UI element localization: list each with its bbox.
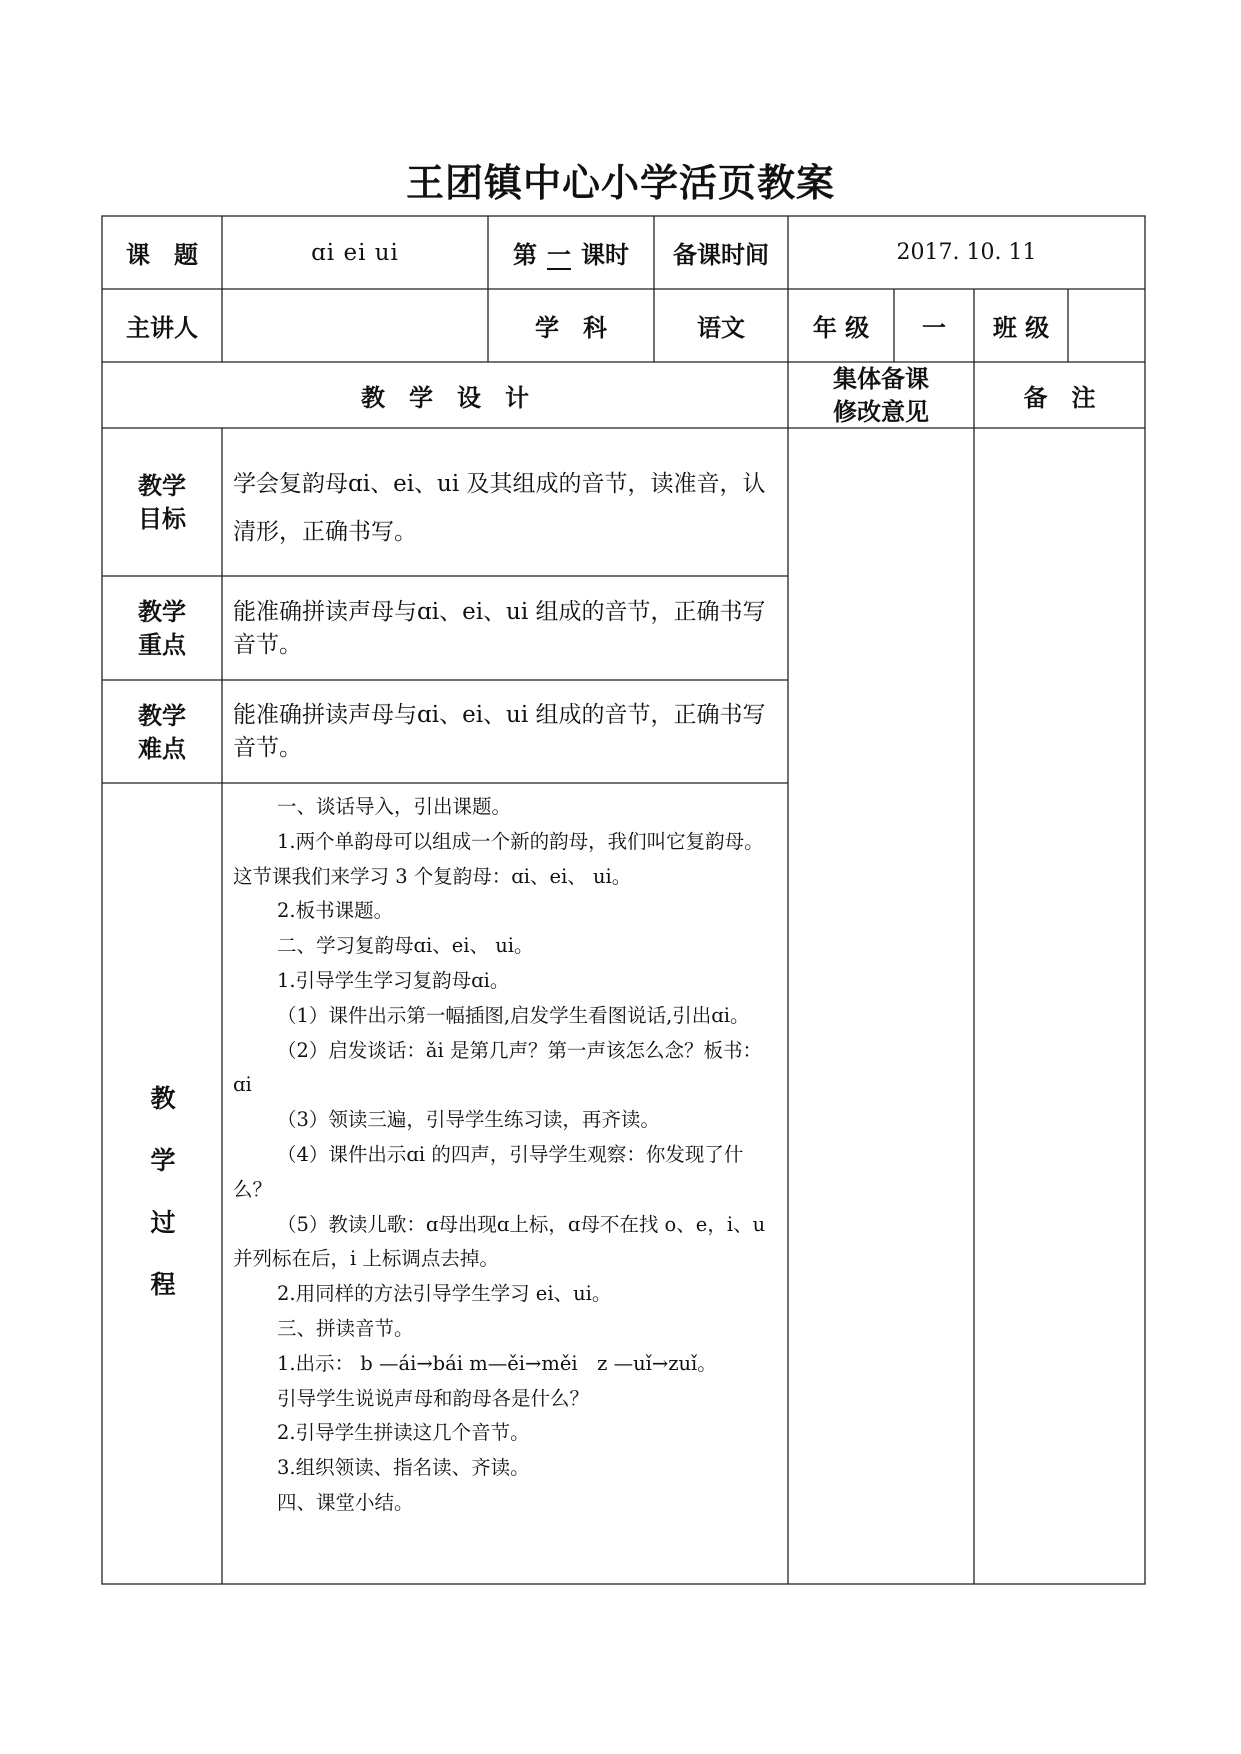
process-line: 引导学生说说声母和韵母各是什么？ xyxy=(277,1386,590,1410)
lesson-suffix: 课时 xyxy=(581,240,629,269)
notes-label: 备 注 xyxy=(1023,382,1096,412)
key-points-label-line-2: 重点 xyxy=(138,630,186,659)
goals-label-line-1: 教学 xyxy=(138,471,186,500)
prep-time-value: 2017. 10. 11 xyxy=(896,240,1037,265)
goals-text: 学会复韵母ɑi、ei、ui 及其组成的音节，读准音，认清形，正确书写。 xyxy=(233,471,766,545)
key-points-text: 能准确拼读声母与ɑi、ei、ui 组成的音节，正确书写音节。 xyxy=(233,599,766,658)
collective-prep-label xyxy=(788,362,974,428)
prep-time-label: 备课时间 xyxy=(673,240,769,269)
lesson-prefix: 第 xyxy=(513,240,537,269)
process-line: 1.两个单韵母可以组成一个新的韵母，我们叫它复韵母。这节课我们来学习 3 个复韵母：ɑi、ei、 ui。 xyxy=(233,829,764,888)
process-line: 四、课堂小结。 xyxy=(277,1490,414,1514)
process-label-char: 教 xyxy=(150,1084,176,1113)
lecturer-value xyxy=(222,289,488,362)
process-line: （2）启发谈话：ǎi 是第几声？第一声该怎么念？板书：ɑi xyxy=(233,1038,762,1097)
lesson-num: 一 xyxy=(547,240,571,269)
class-label: 班 级 xyxy=(992,313,1050,342)
process-line: 1.出示： b —ái→bái m—ěi→měi z —uǐ→zuǐ。 xyxy=(277,1351,717,1375)
process-line: 1.引导学生学习复韵母ɑi。 xyxy=(277,968,510,992)
process-line: （4）课件出示ɑi 的四声，引导学生观察：你发现了什么？ xyxy=(233,1142,744,1201)
process-line: （1）课件出示第一幅插图,启发学生看图说话,引出ɑi。 xyxy=(277,1003,750,1027)
process-label-char: 过 xyxy=(150,1208,176,1237)
process-line: 三、拼读音节。 xyxy=(277,1316,414,1340)
process-line: 2.引导学生拼读这几个音节。 xyxy=(277,1421,530,1445)
key-points-label xyxy=(102,576,222,680)
subject-label: 学 科 xyxy=(535,313,607,342)
difficulties-label-line-2: 难点 xyxy=(138,733,186,763)
process-content xyxy=(233,790,778,1521)
goals-label xyxy=(102,428,222,576)
collective-label-line-1: 集体备课 xyxy=(833,364,929,393)
difficulties-label-line-1: 教学 xyxy=(138,700,186,730)
grade-label: 年 级 xyxy=(812,313,870,342)
process-label-char: 程 xyxy=(150,1270,176,1299)
topic-label: 课 题 xyxy=(126,240,198,269)
process-line: 3.组织领读、指名读、齐读。 xyxy=(277,1456,530,1480)
process-line: 2.板书课题。 xyxy=(277,899,394,923)
process-label-char: 学 xyxy=(150,1146,176,1175)
process-line: （3）领读三遍，引导学生练习读，再齐读。 xyxy=(277,1108,660,1132)
goals-label-line-2: 目标 xyxy=(138,504,186,533)
design-label: 教 学 设 计 xyxy=(361,382,529,412)
difficulties-label xyxy=(102,680,222,783)
subject-value: 语文 xyxy=(697,313,745,342)
process-line: 一、谈话导入，引出课题。 xyxy=(277,795,512,818)
key-points-label-line-1: 教学 xyxy=(138,597,186,626)
class-value xyxy=(1068,289,1145,362)
collective-label-line-2: 修改意见 xyxy=(833,397,929,426)
lecturer-label: 主讲人 xyxy=(126,313,198,342)
difficulties-text: 能准确拼读声母与ɑi、ei、ui 组成的音节，正确书写音节。 xyxy=(233,702,766,761)
grade-value: 一 xyxy=(922,313,946,342)
process-label xyxy=(118,1068,208,1316)
process-line: 2.用同样的方法引导学生学习 ei、ui。 xyxy=(277,1282,612,1306)
lesson-number xyxy=(488,216,654,289)
topic-value: ɑi ei ui xyxy=(311,239,399,266)
page-title: 王团镇中心小学活页教案 xyxy=(405,160,835,205)
process-line: （5）教读儿歌：ɑ母出现ɑ上标，ɑ母不在找 o、e，i、u 并列标在后，i 上标调点去掉。 xyxy=(233,1212,766,1271)
process-line: 二、学习复韵母ɑi、ei、 ui。 xyxy=(277,934,534,958)
